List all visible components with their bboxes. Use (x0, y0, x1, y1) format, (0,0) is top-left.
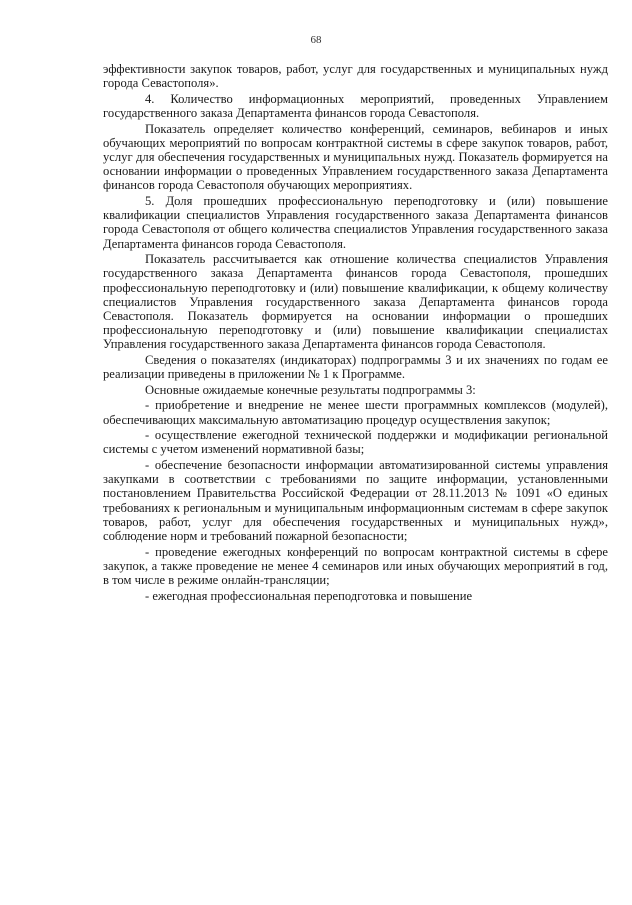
indicators-reference: Сведения о показателях (индикаторах) подпрограммы 3 и их значениях по годам ее реализации приведены в приложении № 1 к Программе. (103, 353, 608, 382)
result-item-4: - проведение ежегодных конференций по вопросам контрактной системы в сфере закупок, а также проведение не менее 4 семинаров или иных обучающих мероприятий в год, в том числе в режиме онлайн-трансляции; (103, 544, 608, 588)
indicator-5-title: 5. Доля прошедших профессиональную переподготовку и (или) повышение квалификации специалистов Управления государственного заказа Департамента финансов города Севастополя от общего количества специалистов Управления государственного заказа Департамента финансов города Севастополя. (103, 194, 608, 251)
result-item-3: - обеспечение безопасности информации автоматизированной системы управления закупками в соответствии с требованиями по защите информации, установленными постановлением Правительства Российской Федерации от 28.11.2013 № 1091 «О единых требованиях к региональным и муниципальным информационным системам в сфере закупок товаров, работ, услуг для обеспечения государственных и муниципальных нужд», соблюдение норм и требований пожарной безопасности; (103, 458, 608, 544)
indicator-4-title: 4. Количество информационных мероприятий, проведенных Управлением государственного заказа Департамента финансов города Севастополя. (103, 91, 608, 120)
indicator-4-description: Показатель определяет количество конференций, семинаров, вебинаров и иных обучающих мероприятий по вопросам контрактной системы в сфере закупок товаров, работ, услуг для обеспечения государственных и муниципальных нужд. Показатель формируется на основании информации о проведенных Управлением государственного заказа Департамента финансов города Севастополя обучающих мероприятиях. (103, 121, 608, 193)
page-number: 68 (310, 34, 322, 46)
result-item-5: - ежегодная профессиональная переподготовка и повышение (145, 588, 473, 603)
paragraph-continuation: эффективности закупок товаров, работ, услуг для государственных и муниципальных нужд города Севастополя». (103, 62, 608, 91)
result-item-2: - осуществление ежегодной технической поддержки и модификации региональной системы с учетом изменений нормативной базы; (103, 428, 608, 457)
result-item-1: - приобретение и внедрение не менее шести программных комплексов (модулей), обеспечивающих максимальную автоматизацию процедур осуществления закупок; (103, 398, 608, 427)
indicator-5-description: Показатель рассчитывается как отношение количества специалистов Управления государственного заказа Департамента финансов города Севастополя, прошедших профессиональную переподготовку и (или) повышение квалификации, к общему количеству специалистов Управления государственного заказа Департамента финансов города Севастополя. Показатель формируется на основании информации о прошедших профессиональную переподготовку и (или) повышение квалификации специалистах Управления государственного заказа Департамента финансов города Севастополя. (103, 252, 608, 352)
expected-results-heading: Основные ожидаемые конечные результаты подпрограммы 3: (145, 382, 476, 397)
document-body (103, 62, 608, 604)
